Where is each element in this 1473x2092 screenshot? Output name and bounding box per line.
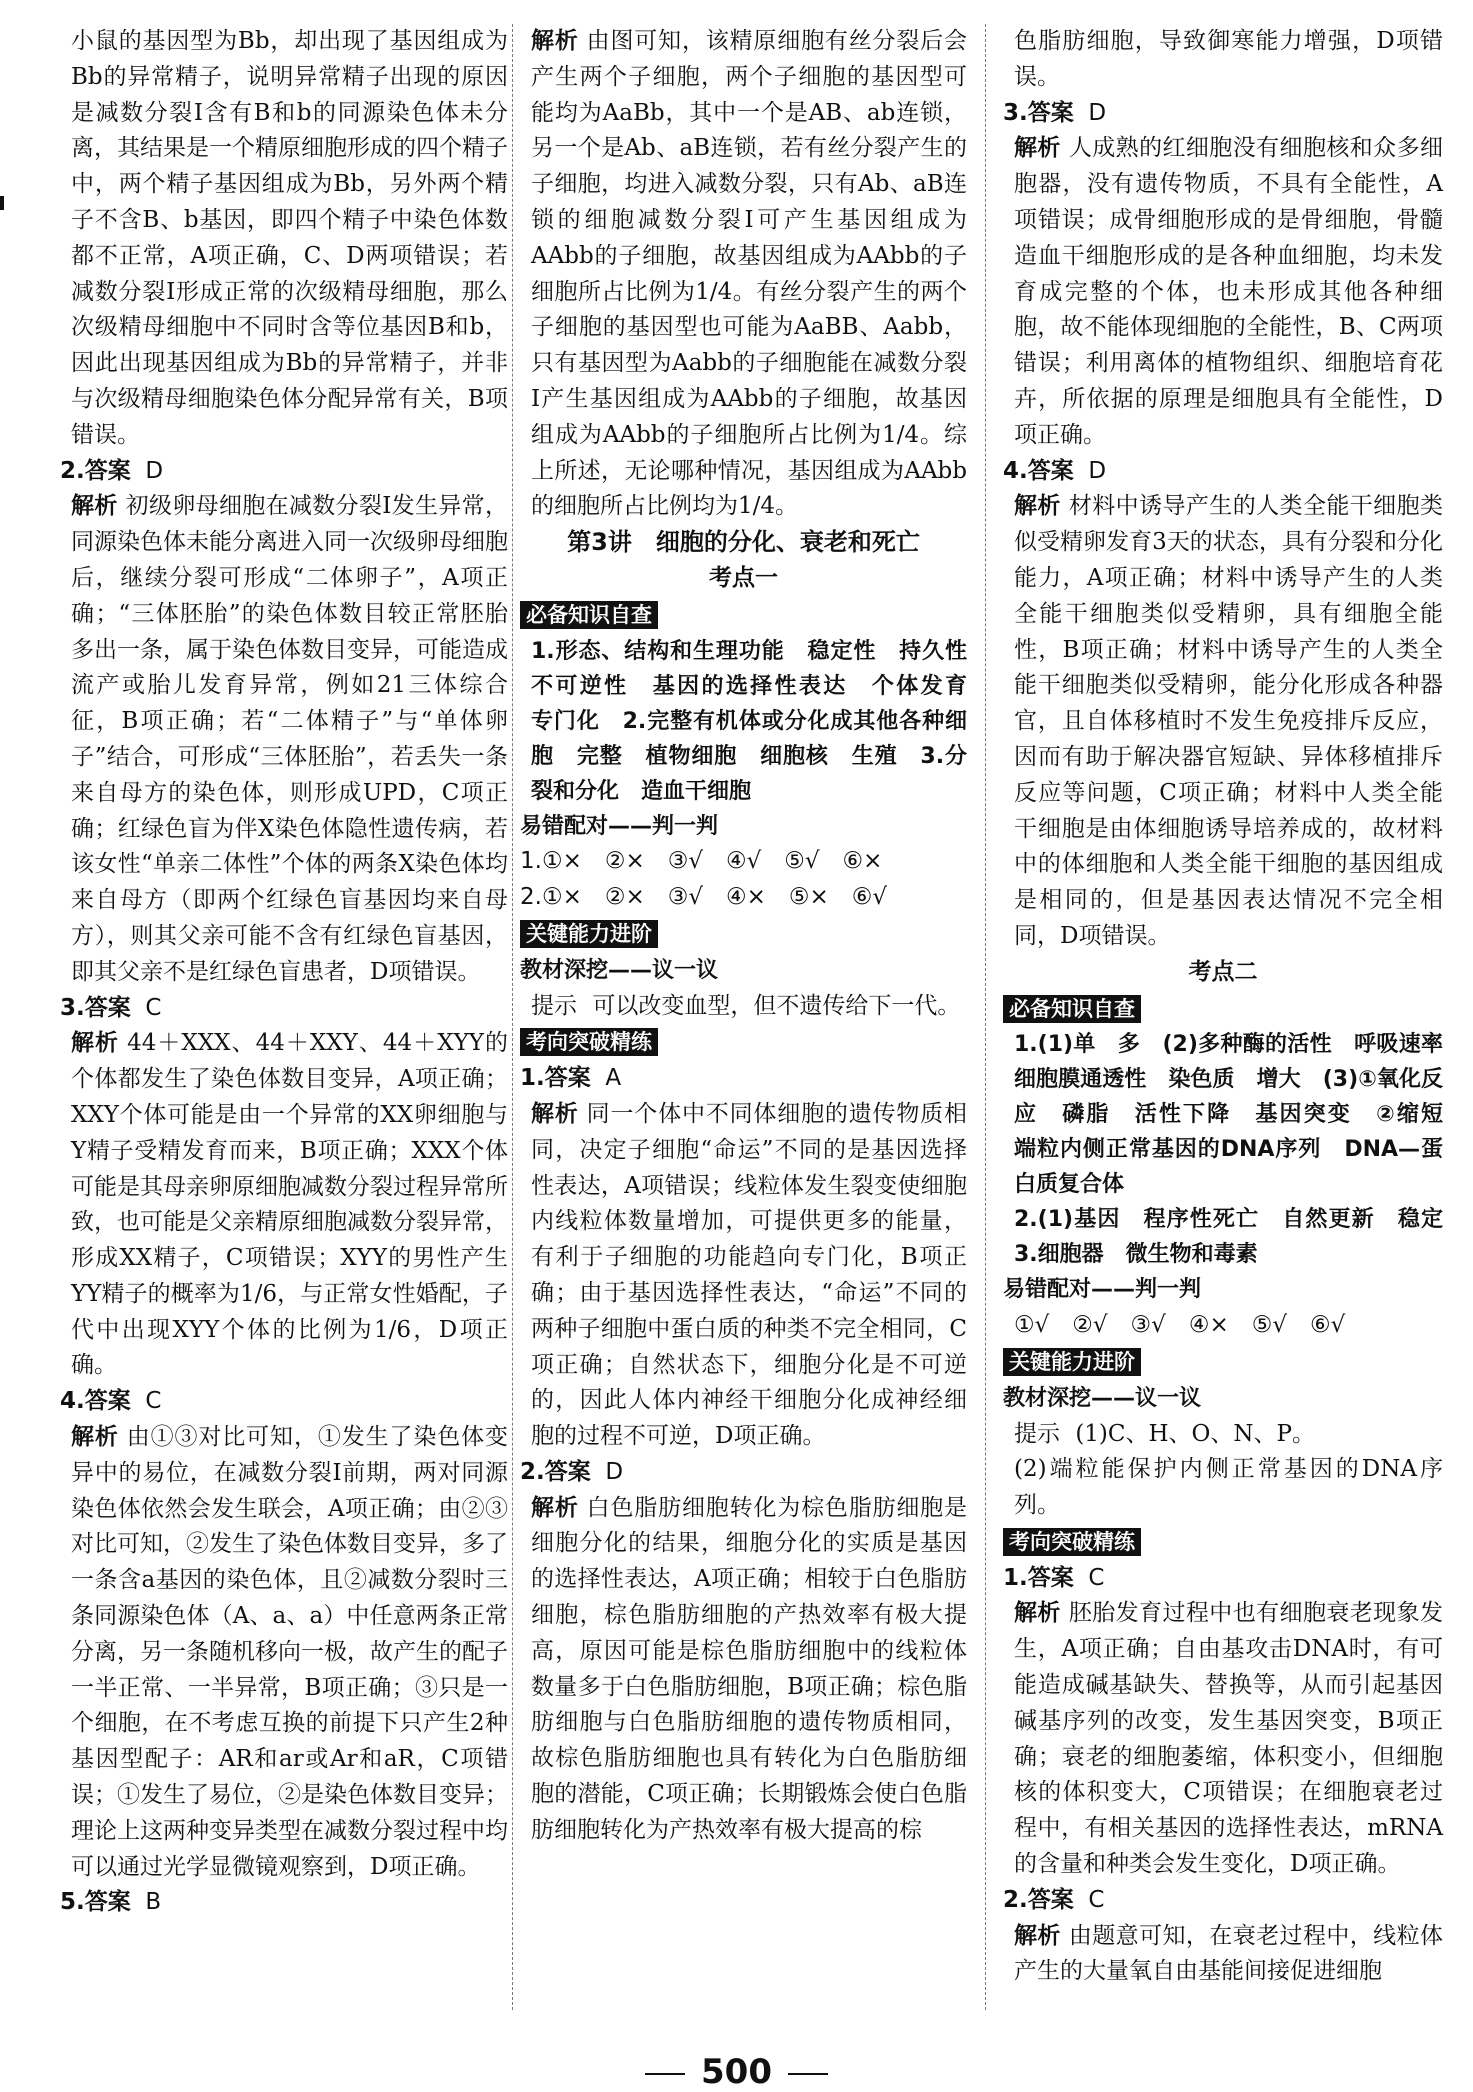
answer-4: 4.答案 D: [1003, 457, 1107, 484]
explanation-continued: 解析 由图可知，该精原细胞有丝分裂后会产生两个子细胞，两个子细胞的基因型可能均为AaBb，其中一个是AB、ab连锁，另一个是Ab、aB连锁，若有丝分裂产生的子细胞，均进入减数分裂，只有Ab、aB连锁的细胞减数分裂Ⅰ可产生基因组成为AAbb的子细胞，故基因组成为AAbb的子细胞所占比例为1/4。有丝分裂产生的两个子细胞的基因型也可能为AaBB、Aabb，只有基因型为Aabb的子细胞能在减数分裂Ⅰ产生基因组成为AAbb的子细胞，故基因组成为AAbb的子细胞所占比例为1/4。综上所述，无论哪种情况，基因组成为AAbb的细胞所占比例均为1/4。: [531, 28, 968, 520]
section-bar: 考向突破精练: [1003, 1528, 1141, 1556]
section-bar: 关键能力进阶: [1003, 1348, 1141, 1376]
explanation-4: 解析 由①③对比可知，①发生了染色体变异中的易位，在减数分裂Ⅰ前期，两对同源染色体依然会发生联会，A项正确；由②③对比可知，②发生了染色体数目变异，多了一条含a基因的染色体，且②减数分裂时三条同源染色体（A、a、a）中任意两条正常分离，另一条随机移向一极，故产生的配子一半正常、一半异常，B项正确；③只是一个细胞，在不考虑互换的前提下只产生2种基因型配子：AR和ar或Ar和aR，C项错误；①发生了易位，②是染色体数目变异；理论上这两种变异类型在减数分裂过程中均可以通过光学显微镜观察到，D项正确。: [71, 1424, 509, 1880]
explanation-2: 解析 初级卵母细胞在减数分裂Ⅰ发生异常，同源染色体未能分离进入同一次级卵母细胞后，继续分裂可形成“二体卵子”，A项正确；“三体胚胎”的染色体数目较正常胚胎多出一条，属于染色体数目变异，可能造成流产或胎儿发育异常，例如21三体综合征，B项正确；若“二体精子”与“单体卵子”结合，可形成“三体胚胎”，若丢失一条来自母方的染色体，则形成UPD，C项正确；红绿色盲为伴X染色体隐性遗传病，若该女性“单亲二体性”个体的两条X染色体均来自母方（即两个红绿色盲基因均来自母方），则其父亲可能不含有红绿色盲基因，即其父亲不是红绿色盲患者，D项错误。: [71, 493, 508, 985]
judge-row: 1.①× ②× ③√ ④√ ⑤√ ⑥×: [520, 848, 883, 875]
column-divider: [512, 24, 513, 2010]
section-bar: 关键能力进阶: [520, 920, 658, 948]
answer-2: 2.答案 D: [60, 457, 164, 484]
column-2: [520, 24, 990, 1849]
paragraph: 小鼠的基因型为Bb，却出现了基因组成为Bb的异常精子，说明异常精子出现的原因是减数分裂Ⅰ含有B和b的同源染色体未分离，其结果是一个精原细胞形成的四个精子中，两个精子基因组成为Bb，另外两个精子不含B、b基因，即四个精子中染色体数都不正常，A项正确，C、D两项错误；若减数分裂Ⅰ形成正常的次级精母细胞，那么次级精母细胞中不同时含等位基因B和b，因此出现基因组成为Bb的异常精子，并非与次级精母细胞染色体分配异常有关，B项错误。: [71, 28, 508, 448]
answer-5: 5.答案 B: [60, 1889, 162, 1916]
paragraph: 色脂肪细胞，导致御寒能力增强，D项错误。: [1014, 28, 1443, 90]
explanation-3: 解析 人成熟的红细胞没有细胞核和众多细胞器，没有遗传物质，不具有全能性，A项错误；成骨细胞形成的是骨细胞，骨髓造血干细胞形成的是各种血细胞，均未发育成完整的个体，也未形成其他各种细胞，故不能体现细胞的全能性，B、C两项错误；利用离体的植物组织、细胞培育花卉，所依据的原理是细胞具有全能性，D项正确。: [1014, 135, 1444, 448]
explanation-4: 解析 材料中诱导产生的人类全能干细胞类似受精卵发育3天的状态，具有分裂和分化能力，A项正确；材料中诱导产生的人类全能干细胞类似受精卵，具有细胞全能性，B项正确；材料中诱导产生的人类全能干细胞类似受精卵，能分化形成各种器官，且自体移植时不发生免疫排斥反应，因而有助于解决器官短缺、异体移植排斥反应等问题，C项正确；材料中人类全能干细胞是由体细胞诱导培养成的，故材料中的体细胞和人类全能干细胞的基因组成是相同的，但是基因表达情况不完全相同，D项错误。: [1014, 493, 1444, 949]
subsection-title: 教材深挖——议一议: [1003, 1385, 1202, 1411]
hint: (2)端粒能保护内侧正常基因的DNA序列。: [1014, 1456, 1443, 1519]
answer-2: 2.答案 D: [520, 1458, 624, 1485]
answer-3: 3.答案 D: [1003, 99, 1107, 126]
explanation-3: 解析 44＋XXX、44＋XXY、44＋XYY的个体都发生了染色体数目变异，A项正确；XXY个体可能是由一个异常的XX卵细胞与Y精子受精发育而来，B项正确；XXX个体可能是其母亲卵原细胞减数分裂过程异常所致，也可能是父亲精原细胞减数分裂异常，形成XX精子，C项错误；XYY的男性产生YY精子的概率为1/6，与正常女性婚配，子代中出现XYY个体的比例为1/6，D项正确。: [71, 1030, 508, 1379]
dash-left: [645, 2073, 685, 2075]
explanation-2: 解析 白色脂肪细胞转化为棕色脂肪细胞是细胞分化的结果，细胞分化的实质是基因的选择性表达，A项正确；相较于白色脂肪细胞，棕色脂肪细胞的产热效率有极大提高，原因可能是棕色脂肪细胞中的线粒体数量多于白色脂肪细胞，B项正确；棕色脂肪细胞与白色脂肪细胞的遗传物质相同，故棕色脂肪细胞也具有转化为白色脂肪细胞的潜能，C项正确；长期锻炼会使白色脂肪细胞转化为产热效率有极大提高的棕: [531, 1494, 968, 1843]
answer-2: 2.答案 C: [1003, 1886, 1105, 1913]
subsection-title: 易错配对——判一判: [520, 813, 719, 839]
section-title: 考点一: [709, 564, 778, 591]
section-bar: 考向突破精练: [520, 1028, 658, 1056]
answer-1: 1.答案 C: [1003, 1564, 1105, 1591]
hint: 提示 可以改变血型，但不遗传给下一代。: [531, 992, 961, 1019]
dash-right: [788, 2073, 828, 2075]
knowledge-answers: 1.(1)单 多 (2)多种酶的活性 呼吸速率 细胞膜通透性 染色质 增大 (3)①氧化反应 磷脂 活性下降 基因突变 ②缩短 端粒内侧正常基因的DNA序列 DNA—蛋白质复合体: [1014, 1032, 1466, 1198]
answer-4: 4.答案 C: [60, 1388, 162, 1415]
page-number: 500: [0, 2054, 1473, 2090]
column-3: [1003, 24, 1466, 1990]
section-bar: 必备知识自查: [520, 601, 658, 629]
answer-1: 1.答案 A: [520, 1065, 622, 1092]
page-edge-mark: [0, 196, 4, 210]
subsection-title: 教材深挖——议一议: [520, 957, 719, 983]
answer-3: 3.答案 C: [60, 994, 162, 1021]
hint: 提示 (1)C、H、O、N、P。: [1014, 1420, 1316, 1447]
judge-row: ①√ ②√ ③√ ④× ⑤√ ⑥√: [1014, 1312, 1346, 1339]
knowledge-answers: 2.(1)基因 程序性死亡 自然更新 稳定 3.细胞器 微生物和毒素: [1014, 1207, 1466, 1268]
explanation-1: 解析 胚胎发育过程中也有细胞衰老现象发生，A项正确；自由基攻击DNA时，有可能造成碱基缺失、替换等，从而引起基因碱基序列的改变，发生基因突变，B项正确；衰老的细胞萎缩，体积变小，但细胞核的体积变大，C项错误；在细胞衰老过程中，有相关基因的选择性表达，mRNA的含量和种类会发生变化，D项正确。: [1014, 1600, 1444, 1878]
lecture-title: 第3讲 细胞的分化、衰老和死亡: [567, 528, 920, 557]
judge-row: 2.①× ②× ③√ ④× ⑤× ⑥√: [520, 884, 888, 911]
explanation-2: 解析 由题意可知，在衰老过程中，线粒体产生的大量氧自由基能间接促进细胞: [1014, 1922, 1444, 1985]
subsection-title: 易错配对——判一判: [1003, 1277, 1202, 1303]
knowledge-answers: 1.形态、结构和生理功能 稳定性 持久性 不可逆性 基因的选择性表达 个体发育 专门化 2.完整有机体或分化成其他各种细胞 完整 植物细胞 细胞核 生殖 3.分裂和分化 造血干细胞: [531, 638, 990, 804]
section-bar: 必备知识自查: [1003, 995, 1141, 1023]
column-divider: [985, 24, 986, 2010]
section-title: 考点二: [1188, 958, 1258, 985]
explanation-1: 解析 同一个体中不同体细胞的遗传物质相同，决定子细胞“命运”不同的是基因选择性表达，A项错误；线粒体发生裂变使细胞内线粒体数量增加，可提供更多的能量，有利于子细胞的功能趋向专门化，B项正确；由于基因选择性表达，“命运”不同的两种子细胞中蛋白质的种类不完全相同，C项正确；自然状态下，细胞分化是不可逆的，因此人体内神经干细胞分化成神经细胞的过程不可逆，D项正确。: [531, 1100, 968, 1450]
column-1: [60, 24, 508, 1921]
